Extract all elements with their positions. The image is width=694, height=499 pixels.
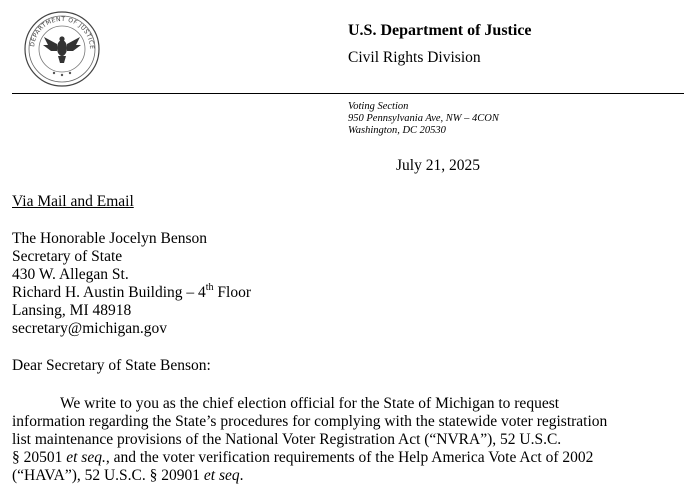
recipient-email: secretary@michigan.gov (12, 320, 168, 337)
body-line-5: (“HAVA”), 52 U.S.C. § 20901 et seq. (12, 467, 244, 484)
recipient-title: Secretary of State (12, 248, 123, 265)
body-line-4: § 20501 et seq., and the voter verification requirements of the Help America Vote Act of 2002 (12, 449, 594, 466)
department-name: U.S. Department of Justice (348, 22, 532, 39)
recipient-building: Richard H. Austin Building – 4th Floor (12, 282, 251, 301)
section-city: Washington, DC 20530 (348, 125, 446, 136)
recipient-street: 430 W. Allegan St. (12, 266, 129, 283)
body-line-1: We write to you as the chief election official for the State of Michigan to request (60, 395, 560, 412)
body-line-2: information regarding the State’s procedures for complying with the statewide voter registration (12, 413, 608, 430)
header-divider (12, 93, 684, 94)
salutation: Dear Secretary of State Benson: (12, 357, 211, 374)
letter-date: July 21, 2025 (396, 157, 480, 174)
recipient-name: The Honorable Jocelyn Benson (12, 230, 207, 247)
section-street: 950 Pennsylvania Ave, NW – 4CON (348, 113, 499, 124)
doj-seal (24, 11, 100, 87)
body-line-3: list maintenance provisions of the National Voter Registration Act (“NVRA”), 52 U.S.C. (12, 431, 562, 448)
division-name: Civil Rights Division (348, 49, 481, 66)
delivery-method: Via Mail and Email (12, 193, 134, 210)
section-name: Voting Section (348, 101, 409, 112)
recipient-city: Lansing, MI 48918 (12, 302, 132, 319)
seal-text: DEPARTMENT OF JUSTICE (29, 15, 96, 50)
